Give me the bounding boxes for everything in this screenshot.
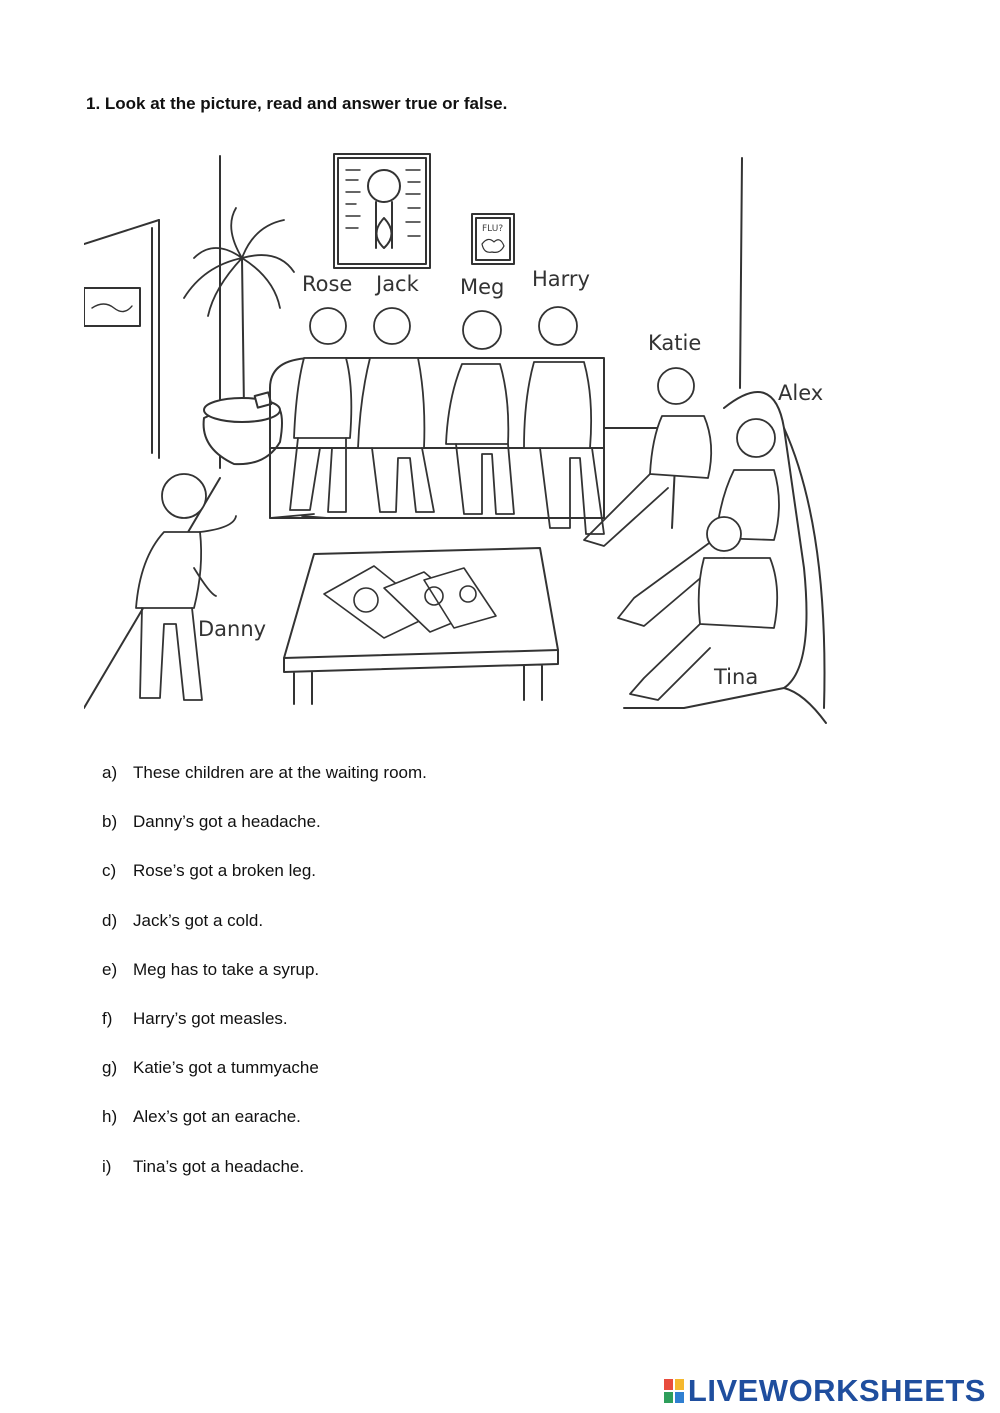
statement-item: [102, 809, 427, 858]
statement-item: [102, 1104, 427, 1153]
liveworksheets-logo-icon: [664, 1379, 684, 1403]
flu-poster-text: FLU?: [482, 224, 504, 234]
statement-letter: h): [102, 1107, 118, 1127]
label-jack: Jack: [376, 272, 419, 296]
statement-list: [102, 760, 427, 1203]
statement-text: Harry’s got measles.: [133, 1008, 288, 1028]
statement-item: [102, 1006, 427, 1055]
statement-letter: e): [102, 959, 118, 979]
statement-text: Alex’s got an earache.: [133, 1107, 301, 1127]
waiting-room-illustration: [84, 148, 834, 728]
statement-text: Meg has to take a syrup.: [133, 959, 320, 979]
child-rose: [270, 308, 351, 518]
statement-item: [102, 1154, 427, 1203]
label-rose: Rose: [302, 272, 353, 296]
statement-item: [102, 1055, 427, 1104]
statement-text: These children are at the waiting room.: [133, 763, 427, 782]
label-tina: Tina: [714, 665, 759, 689]
label-alex: Alex: [778, 381, 824, 405]
label-meg: Meg: [460, 275, 505, 299]
statement-letter: d): [102, 910, 118, 930]
worksheet-title: 1. Look at the picture, read and answer true or false.: [86, 94, 508, 113]
child-meg: [446, 311, 514, 514]
anatomy-poster: [334, 154, 430, 268]
label-danny: Danny: [198, 617, 267, 641]
statement-item: [102, 908, 427, 957]
statement-letter: i): [102, 1156, 112, 1176]
label-katie: Katie: [648, 331, 702, 355]
statement-letter: f): [102, 1008, 113, 1028]
statement-item: [102, 858, 427, 907]
liveworksheets-logo-text: LIVEWORKSHEETS: [687, 1373, 986, 1408]
palm-plant: [184, 208, 294, 464]
coffee-table: [284, 548, 558, 704]
statement-item: [102, 957, 427, 1006]
liveworksheets-logo[interactable]: [664, 1373, 986, 1409]
flu-poster: [472, 214, 514, 264]
statement-letter: c): [102, 861, 117, 881]
statement-letter: g): [102, 1058, 118, 1078]
statement-item: [102, 760, 427, 809]
statement-text: Jack’s got a cold.: [133, 910, 264, 930]
statement-text: Tina’s got a headache.: [133, 1156, 305, 1176]
statement-text: Rose’s got a broken leg.: [133, 861, 317, 881]
statement-letter: b): [102, 812, 118, 832]
statement-text: Katie’s got a tummyache: [133, 1058, 319, 1078]
statement-text: Danny’s got a headache.: [133, 812, 321, 832]
child-harry: [524, 307, 604, 534]
label-harry: Harry: [532, 267, 590, 291]
child-danny: [136, 474, 236, 700]
child-jack: [358, 308, 434, 512]
statement-letter: a): [102, 763, 118, 782]
